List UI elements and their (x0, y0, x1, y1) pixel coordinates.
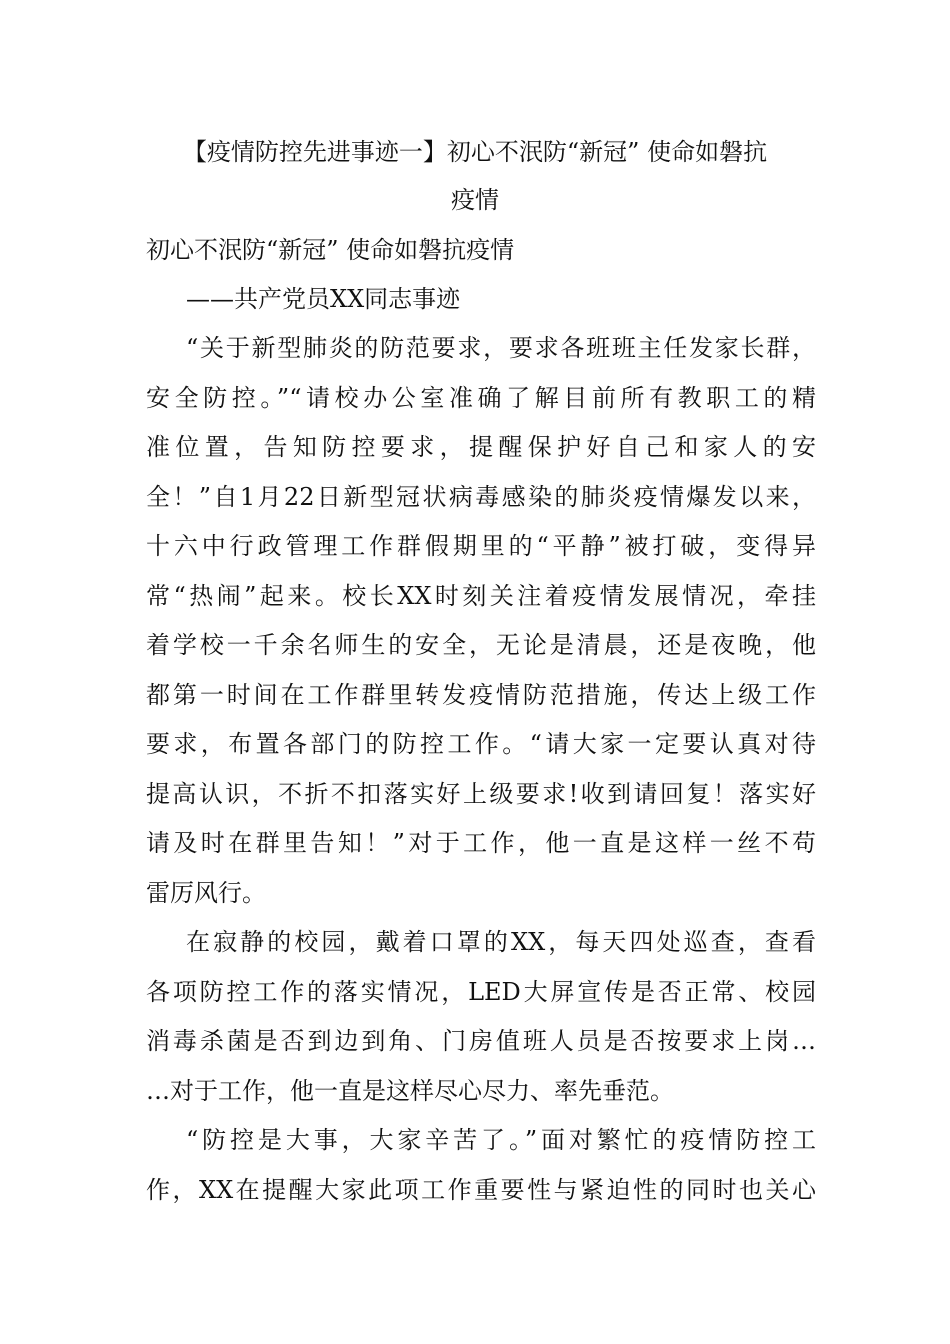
paragraph-line: 作，XX在提醒大家此项工作重要性与紧迫性的同时也关心 (146, 1176, 816, 1204)
document-title-line-2: 疫情 (451, 186, 499, 214)
paragraph-line: 雷厉风行。 (146, 879, 266, 907)
paragraph-line: 请及时在群里告知！”对于工作，他一直是这样一丝不苟 (146, 829, 816, 857)
paragraph-line: 十六中行政管理工作群假期里的“平静”被打破，变得异 (146, 532, 816, 560)
paragraph-line: “防控是大事，大家辛苦了。”面对繁忙的疫情防控工 (186, 1126, 816, 1154)
paragraph-line: 都第一时间在工作群里转发疫情防范措施，传达上级工作 (146, 681, 816, 709)
paragraph-line: 着学校一千余名师生的安全，无论是清晨，还是夜晚，他 (146, 631, 816, 659)
paragraph-line: 要求，布置各部门的防控工作。“请大家一定要认真对待 (146, 730, 816, 758)
paragraph-line: 消毒杀菌是否到边到角、门房值班人员是否按要求上岗… (146, 1027, 816, 1055)
paragraph-line: 提高认识，不折不扣落实好上级要求!收到请回复！落实好 (146, 780, 816, 808)
paragraph-line: 各项防控工作的落实情况，LED大屏宣传是否正常、校园 (146, 978, 816, 1006)
paragraph-line: 安全防控。”“请校办公室准确了解目前所有教职工的精 (146, 384, 816, 412)
paragraph-line: …对于工作，他一直是这样尽心尽力、率先垂范。 (146, 1077, 674, 1105)
paragraph-line: 常“热闹”起来。校长XX时刻关注着疫情发展情况，牵挂 (146, 582, 816, 610)
document-heading: 初心不泯防“新冠” 使命如磐抗疫情 (146, 236, 515, 264)
paragraph-line: 准位置，告知防控要求，提醒保护好自己和家人的安 (146, 433, 816, 461)
paragraph-line: “关于新型肺炎的防范要求，要求各班班主任发家长群， (186, 334, 816, 362)
document-title-line-1: 【疫情防控先进事迹一】初心不泯防“新冠” 使命如磐抗 (182, 138, 768, 166)
document-subheading: ——共产党员XX同志事迹 (186, 285, 461, 313)
paragraph-line: 全！”自1月22日新型冠状病毒感染的肺炎疫情爆发以来， (146, 483, 816, 511)
paragraph-line: 在寂静的校园，戴着口罩的XX，每天四处巡查，查看 (186, 928, 816, 956)
